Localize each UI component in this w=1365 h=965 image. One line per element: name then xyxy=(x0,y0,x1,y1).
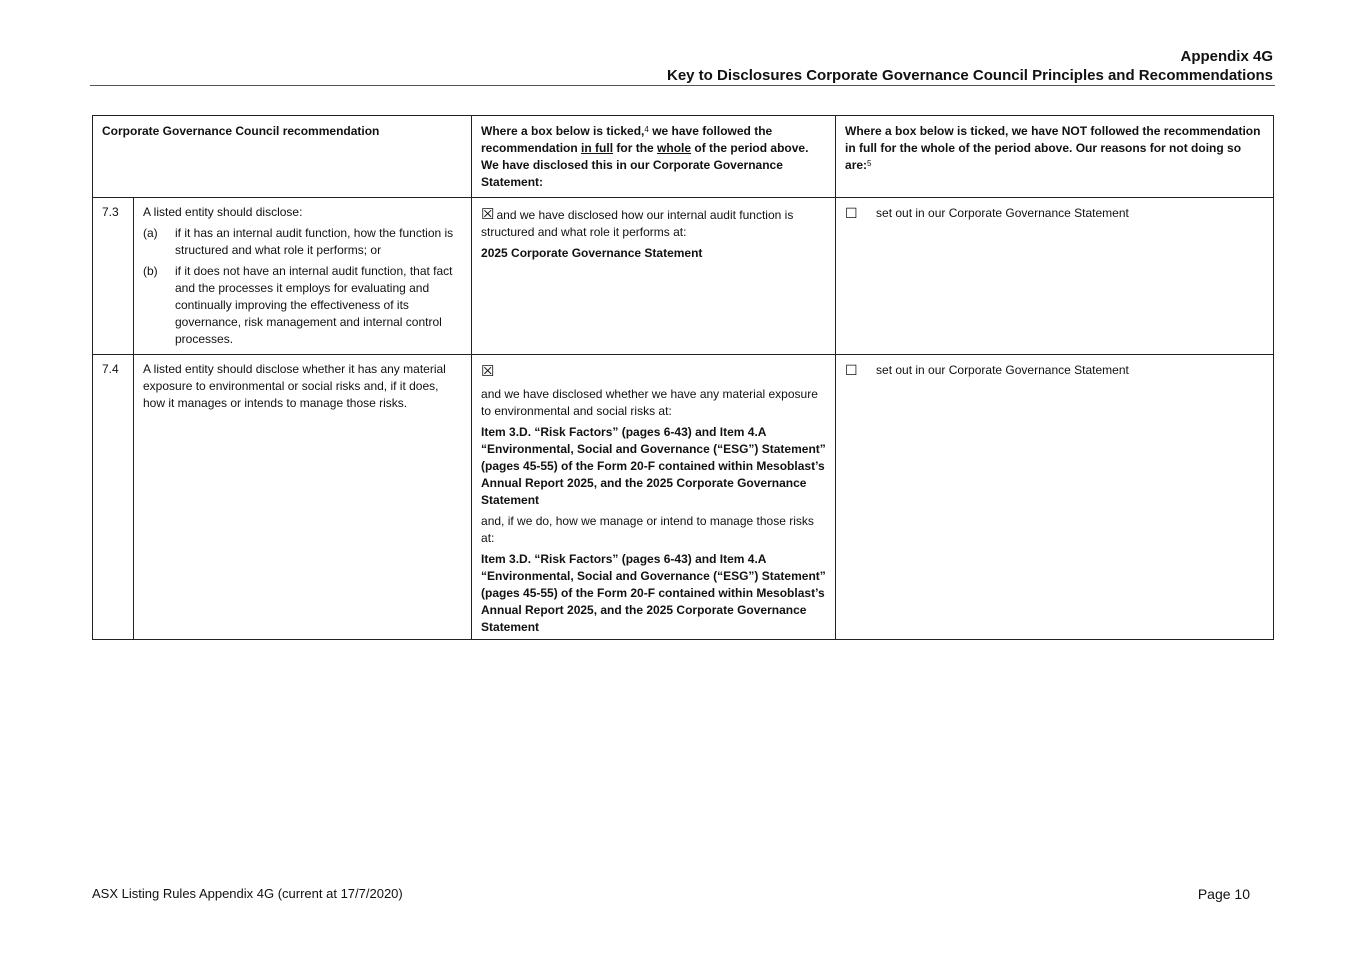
not-followed-text: set out in our Corporate Governance Statement xyxy=(876,206,1129,220)
checked-checkbox-icon[interactable]: ☒ xyxy=(481,363,495,380)
page-header xyxy=(667,47,1273,85)
row-number: 7.3 xyxy=(93,198,134,355)
header-not-followed-text: Where a box below is ticked, we have NOT followed the recommendation in full for the whole of the period above. Our reasons for not doing so are: xyxy=(845,124,1261,172)
recommendation-item xyxy=(143,225,462,259)
footnote-ref: 5 xyxy=(867,159,872,168)
item-label: (b) xyxy=(143,264,158,278)
header-not-followed xyxy=(836,116,1274,198)
not-followed-cell xyxy=(836,198,1274,355)
header-recommendation: Corporate Governance Council recommendation xyxy=(93,116,472,198)
table-row xyxy=(93,198,1274,355)
item-label: (a) xyxy=(143,226,158,240)
recommendation-intro: A listed entity should disclose: xyxy=(143,205,303,219)
header-followed-text: we have followed the recommendation xyxy=(481,124,773,155)
followed-reference: Item 3.D. “Risk Factors” (pages 6-43) and Item 4.A “Environmental, Social and Governance (“ESG”) Statement” (pages 45-55) of the Form 20-F contained within Mesoblast’s Annual Report 2025, and the 2025 Corporate Governance Statement xyxy=(481,425,826,507)
item-text: if it has an internal audit function, how the function is structured and what role it performs; or xyxy=(175,226,454,257)
unchecked-checkbox-icon[interactable]: ☐ xyxy=(845,362,858,378)
not-followed-cell xyxy=(836,355,1274,640)
disclosure-table xyxy=(92,115,1274,640)
followed-text-secondary: and, if we do, how we manage or intend to manage those risks at: xyxy=(481,514,814,545)
header-followed-emphasis: whole xyxy=(657,141,692,155)
item-text: if it does not have an internal audit function, that fact and the processes it employs for evaluating and continually improving the effectiveness of its governance, risk management and internal control processes. xyxy=(175,264,453,346)
followed-text: and we have disclosed whether we have any material exposure to environmental and social risks at: xyxy=(481,387,818,418)
not-followed-statement xyxy=(845,362,1264,379)
followed-reference-secondary: Item 3.D. “Risk Factors” (pages 6-43) and Item 4.A “Environmental, Social and Governance (“ESG”) Statement” (pages 45-55) of the Form 20-F contained within Mesoblast’s Annual Report 2025, and the 2025 Corporate Governance Statement xyxy=(481,552,826,634)
followed-text: and we have disclosed how our internal audit function is structured and what role it performs at: xyxy=(481,208,794,239)
table-row xyxy=(93,355,1274,640)
header-followed xyxy=(472,116,836,198)
footnote-ref: 4 xyxy=(644,125,649,134)
followed-cell xyxy=(472,355,836,640)
followed-statement xyxy=(481,206,826,241)
header-divider xyxy=(90,85,1275,86)
checked-checkbox-icon[interactable]: ☒ xyxy=(481,206,495,223)
page-title: Key to Disclosures Corporate Governance Council Principles and Recommendations xyxy=(667,67,1273,84)
appendix-label: Appendix 4G xyxy=(1180,48,1273,65)
recommendation-item xyxy=(143,263,462,348)
not-followed-statement xyxy=(845,205,1264,222)
header-followed-text: for the xyxy=(613,141,658,155)
table-header-row xyxy=(93,116,1274,198)
footer-source: ASX Listing Rules Appendix 4G (current at 17/7/2020) xyxy=(92,886,403,901)
followed-reference: 2025 Corporate Governance Statement xyxy=(481,246,703,260)
header-followed-emphasis: in full xyxy=(581,141,614,155)
recommendation-cell xyxy=(134,198,472,355)
header-followed-text: of the period above. We have disclosed this in our Corporate Governance Statement: xyxy=(481,141,809,189)
header-followed-text: Where a box below is ticked, xyxy=(481,124,645,138)
not-followed-text: set out in our Corporate Governance Statement xyxy=(876,363,1129,377)
followed-cell xyxy=(472,198,836,355)
page-number: Page 10 xyxy=(1197,886,1250,902)
unchecked-checkbox-icon[interactable]: ☐ xyxy=(845,205,858,221)
row-number: 7.4 xyxy=(93,355,134,640)
recommendation-cell: A listed entity should disclose whether it has any material exposure to environmental or social risks and, if it does, how it manages or intends to manage those risks. xyxy=(134,355,472,640)
